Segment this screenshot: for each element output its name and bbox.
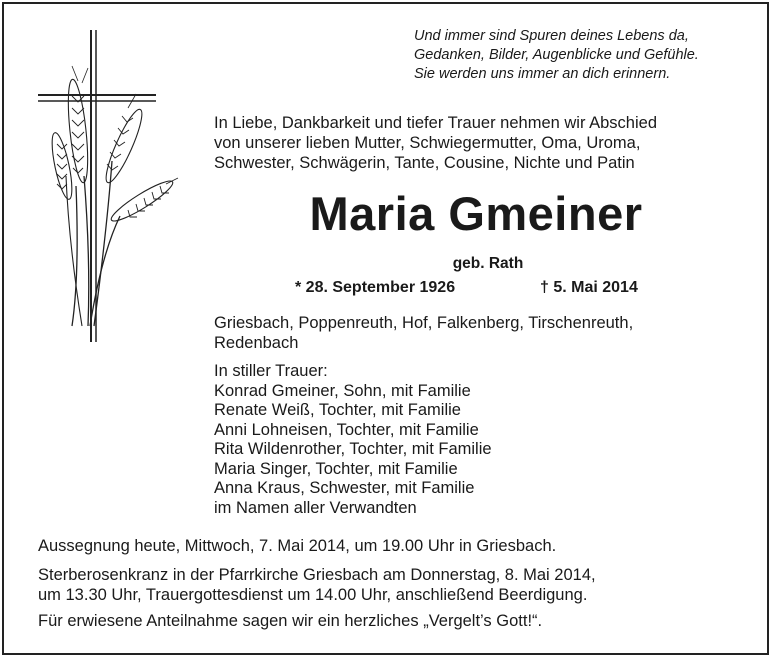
places-line: Redenbach [214,334,299,352]
mourner-line: Rita Wildenrother, Tochter, mit Familie [214,440,492,458]
maiden-name: geb. Rath [452,255,524,272]
rosary-line: Sterberosenkranz in der Pfarrkirche Griesbach am Donnerstag, 8. Mai 2014, [38,566,596,584]
mourners-list [214,362,492,518]
quote-line: Sie werden uns immer an dich erinnern. [414,66,671,82]
consecration-line: Aussegnung heute, Mittwoch, 7. Mai 2014, um 19.00 Uhr in Griesbach. [38,537,557,555]
cross-with-wheat-icon [32,26,182,346]
quote-line: Und immer sind Spuren deines Lebens da, [414,28,689,44]
intro-line: von unserer lieben Mutter, Schwiegermutter, Oma, Uroma, [214,134,641,152]
intro-text [214,113,657,173]
rosary-line: um 13.30 Uhr, Trauergottesdienst um 14.00 Uhr, anschließend Beerdigung. [38,585,588,604]
places-line: Griesbach, Poppenreuth, Hof, Falkenberg, Tirschenreuth, [214,314,634,332]
birth-date: * 28. September 1926 [295,279,456,296]
mourner-line: Anni Lohneisen, Tochter, mit Familie [214,420,479,439]
mourner-line: Anna Kraus, Schwester, mit Familie [214,479,475,497]
deceased-name: Maria Gmeiner [309,187,643,240]
mourner-line: Konrad Gmeiner, Sohn, mit Familie [214,381,471,400]
mourner-line: Maria Singer, Tochter, mit Familie [214,459,458,478]
quote-line: Gedanken, Bilder, Augenblicke und Gefühle. [414,47,699,63]
death-date: † 5. Mai 2014 [540,279,638,296]
mourner-line: im Namen aller Verwandten [214,498,417,517]
thanks-notice [38,612,542,632]
places-list [214,313,633,353]
mourners-heading: In stiller Trauer: [214,362,328,380]
memorial-quote [414,27,699,84]
intro-line: In Liebe, Dankbarkeit und tiefer Trauer nehmen wir Abschied [214,114,658,132]
thanks-line: Für erwiesene Anteilnahme sagen wir ein herzliches „Vergelt’s Gott!“. [38,612,543,630]
mourner-line: Renate Weiß, Tochter, mit Familie [214,401,461,419]
rosary-notice [38,566,596,605]
consecration-notice [38,537,556,557]
intro-line: Schwester, Schwägerin, Tante, Cousine, Nichte und Patin [214,154,635,172]
